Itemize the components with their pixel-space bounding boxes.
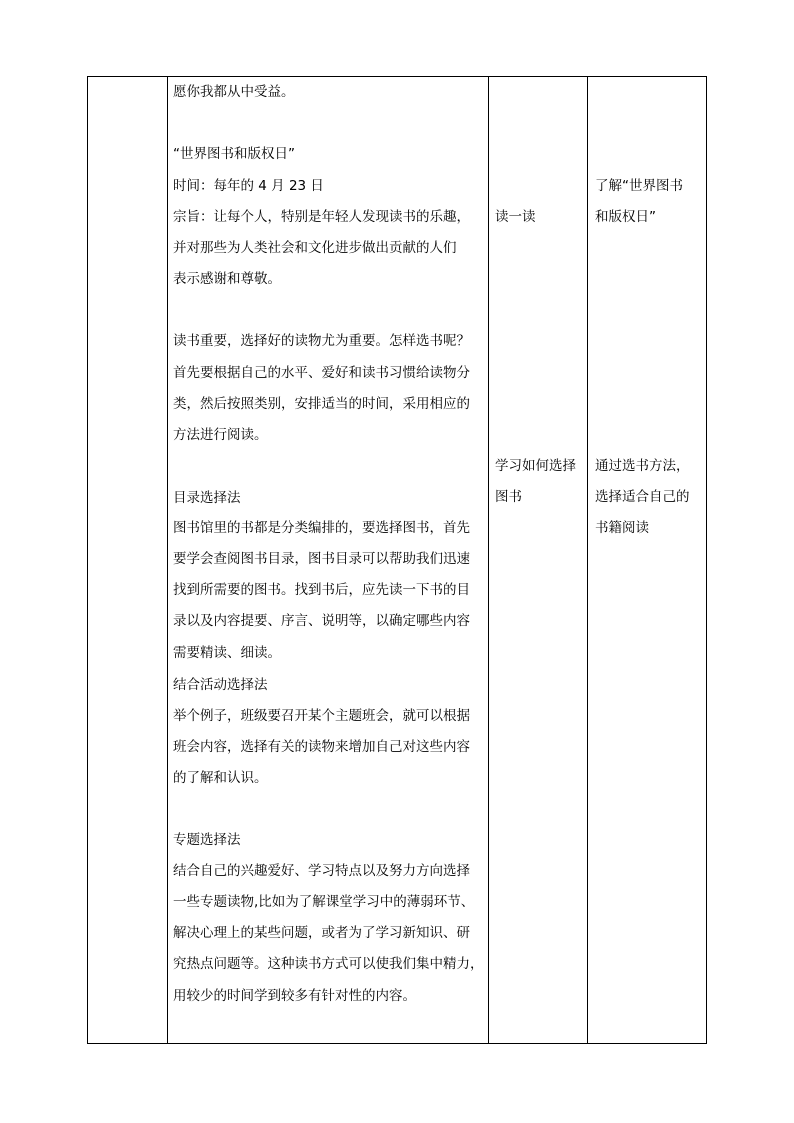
- book-day-title: “世界图书和版权日”: [173, 146, 295, 162]
- purpose-select-line: 书籍阅读: [595, 520, 649, 536]
- activity-learn-line: 学习如何选择: [495, 458, 576, 474]
- catalog-method-line: 找到所需要的图书。找到书后，应先读一下书的目: [173, 582, 470, 598]
- activity-method-title: 结合活动选择法: [173, 677, 268, 693]
- topic-method-line: 结合自己的兴趣爱好、学习特点以及努力方向选择: [173, 863, 470, 879]
- choose-text-line: 首先要根据自己的水平、爱好和读书习惯给读物分: [173, 365, 470, 381]
- column-divider-2: [488, 77, 489, 1043]
- book-day-purpose-line: 宗旨：让每个人，特别是年轻人发现读书的乐趣，: [173, 209, 470, 225]
- catalog-method-line: 要学会查阅图书目录，图书目录可以帮助我们迅速: [173, 551, 470, 567]
- book-day-purpose-line: 表示感谢和尊敬。: [173, 271, 281, 287]
- choose-text-line: 方法进行阅读。: [173, 427, 268, 443]
- purpose-select-line: 选择适合自己的: [595, 489, 690, 505]
- catalog-method-line: 图书馆里的书都是分类编排的，要选择图书，首先: [173, 520, 470, 536]
- activity-method-line: 举个例子，班级要召开某个主题班会，就可以根据: [173, 708, 470, 724]
- choose-text-line: 读书重要，选择好的读物尤为重要。怎样选书呢？: [173, 333, 470, 349]
- topic-method-line: 究热点问题等。这种读书方式可以使我们集中精力，: [173, 956, 484, 972]
- topic-method-title: 专题选择法: [173, 832, 241, 848]
- topic-method-line: 解决心理上的某些问题，或者为了学习新知识、研: [173, 925, 470, 941]
- intro-text: 愿你我都从中受益。: [173, 84, 295, 100]
- purpose-understand-line: 了解“世界图书: [595, 178, 683, 194]
- book-day-time: 时间：每年的 4 月 23 日: [173, 178, 324, 194]
- book-day-purpose-line: 并对那些为人类社会和文化进步做出贡献的人们: [173, 240, 457, 256]
- column-divider-1: [167, 77, 168, 1043]
- topic-method-line: 用较少的时间学到较多有针对性的内容。: [173, 988, 416, 1004]
- topic-method-line: 一些专题读物,比如为了解课堂学习中的薄弱环节、: [173, 894, 475, 910]
- purpose-understand-line: 和版权日”: [595, 209, 656, 225]
- activity-method-line: 的了解和认识。: [173, 770, 268, 786]
- catalog-method-line: 需要精读、细读。: [173, 645, 281, 661]
- column-divider-3: [587, 77, 588, 1043]
- activity-read: 读一读: [495, 209, 536, 225]
- catalog-method-title: 目录选择法: [173, 490, 241, 506]
- choose-text-line: 类，然后按照类别，安排适当的时间，采用相应的: [173, 396, 470, 412]
- purpose-select-line: 通过选书方法，: [595, 458, 690, 474]
- activity-learn-line: 图书: [495, 489, 522, 505]
- activity-method-line: 班会内容，选择有关的读物来增加自己对这些内容: [173, 739, 470, 755]
- catalog-method-line: 录以及内容提要、序言、说明等，以确定哪些内容: [173, 613, 470, 629]
